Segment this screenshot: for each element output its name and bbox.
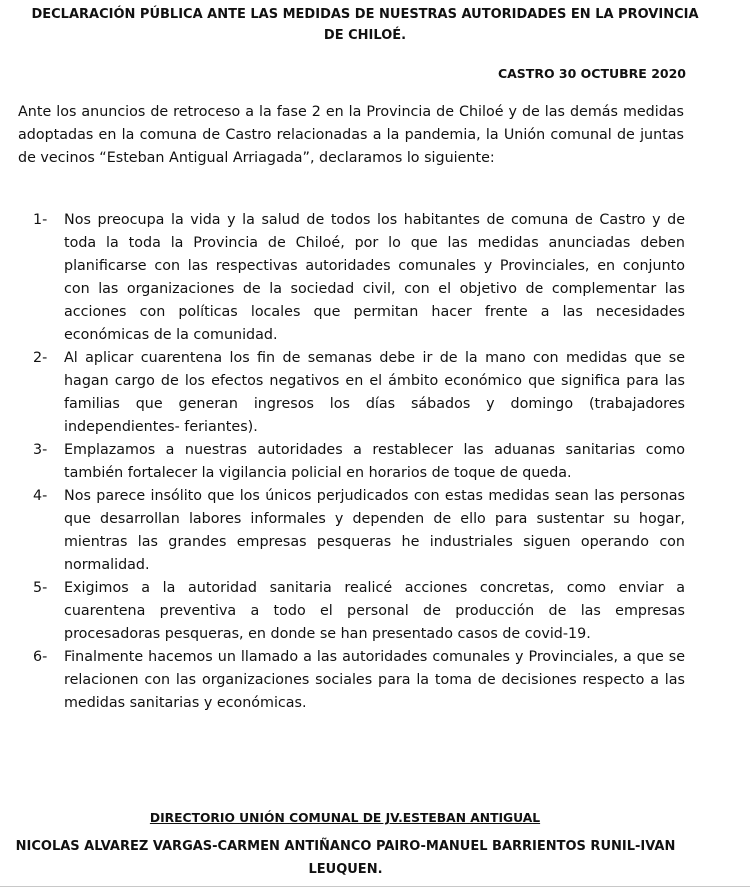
item-text: Exigimos a la autoridad sanitaria realicé acciones concretas, como enviar a cuarentena preventiva a todo el personal de producción de las empresas procesadoras pesqueras, en donde se han presentado casos de covid-19. — [64, 580, 685, 642]
item-text: Finalmente hacemos un llamado a las autoridades comunales y Provinciales, a que se relacionen con las organizaciones sociales para la toma de decisiones respecto a las medidas sanitarias y económicas. — [64, 649, 685, 711]
declaration-list — [33, 209, 685, 715]
item-text: Emplazamos a nuestras autoridades a restablecer las aduanas sanitarias como también fortalecer la vigilancia policial en horarios de toque de queda. — [64, 442, 685, 481]
item-number: 4- — [33, 488, 48, 504]
item-number: 6- — [33, 649, 48, 665]
page-bottom-divider — [0, 886, 750, 887]
intro-paragraph: Ante los anuncios de retroceso a la fase 2 en la Provincia de Chiloé y de las demás medidas adoptadas en la comuna de Castro relacionadas a la pandemia, la Unión comunal de juntas de vecinos “Esteban Antigual Arriagada”, declaramos lo siguiente: — [18, 104, 684, 166]
item-number: 2- — [33, 350, 48, 366]
list-item — [33, 347, 685, 439]
list-item — [33, 577, 685, 646]
list-item — [33, 485, 685, 577]
item-text: Nos preocupa la vida y la salud de todos los habitantes de comuna de Castro y de toda la toda la Provincia de Chiloé, por lo que las medidas anunciadas deben planificarse con las respectivas autoridades comunales y Provinciales, en conjunto con las organizaciones de la sociedad civil, con el objetivo de complementar las acciones con políticas locales que permitan hacer frente a las necesidades económicas de la comunidad. — [64, 212, 685, 343]
signers-list: NICOLAS ALVAREZ VARGAS-CARMEN ANTIÑANCO PAIRO-MANUEL BARRIENTOS RUNIL-IVAN LEUQUEN. — [15, 839, 676, 877]
item-text: Nos parece insólito que los únicos perjudicados con estas medidas sean las personas que desarrollan labores informales y dependen de ello para sustentar su hogar, mientras las grandes empresas pesqueras he industriales siguen operando con normalidad. — [64, 488, 685, 573]
item-text: Al aplicar cuarentena los fin de semanas debe ir de la mano con medidas que se hagan cargo de los efectos negativos en el ámbito económico que significa para las familias que generan ingresos los días sábados y domingo (trabajadores independientes- feriantes). — [64, 350, 685, 435]
item-number: 5- — [33, 580, 48, 596]
list-item — [33, 646, 685, 715]
directorio-heading: DIRECTORIO UNIÓN COMUNAL DE JV.ESTEBAN ANTIGUAL — [149, 811, 541, 825]
list-item — [33, 209, 685, 347]
document-date: CASTRO 30 OCTUBRE 2020 — [497, 66, 686, 81]
document-title: DECLARACIÓN PÚBLICA ANTE LAS MEDIDAS DE NUESTRAS AUTORIDADES EN LA PROVINCIA DE CHILOÉ. — [31, 7, 699, 43]
item-number: 1- — [33, 212, 48, 228]
item-number: 3- — [33, 442, 48, 458]
list-item — [33, 439, 685, 485]
